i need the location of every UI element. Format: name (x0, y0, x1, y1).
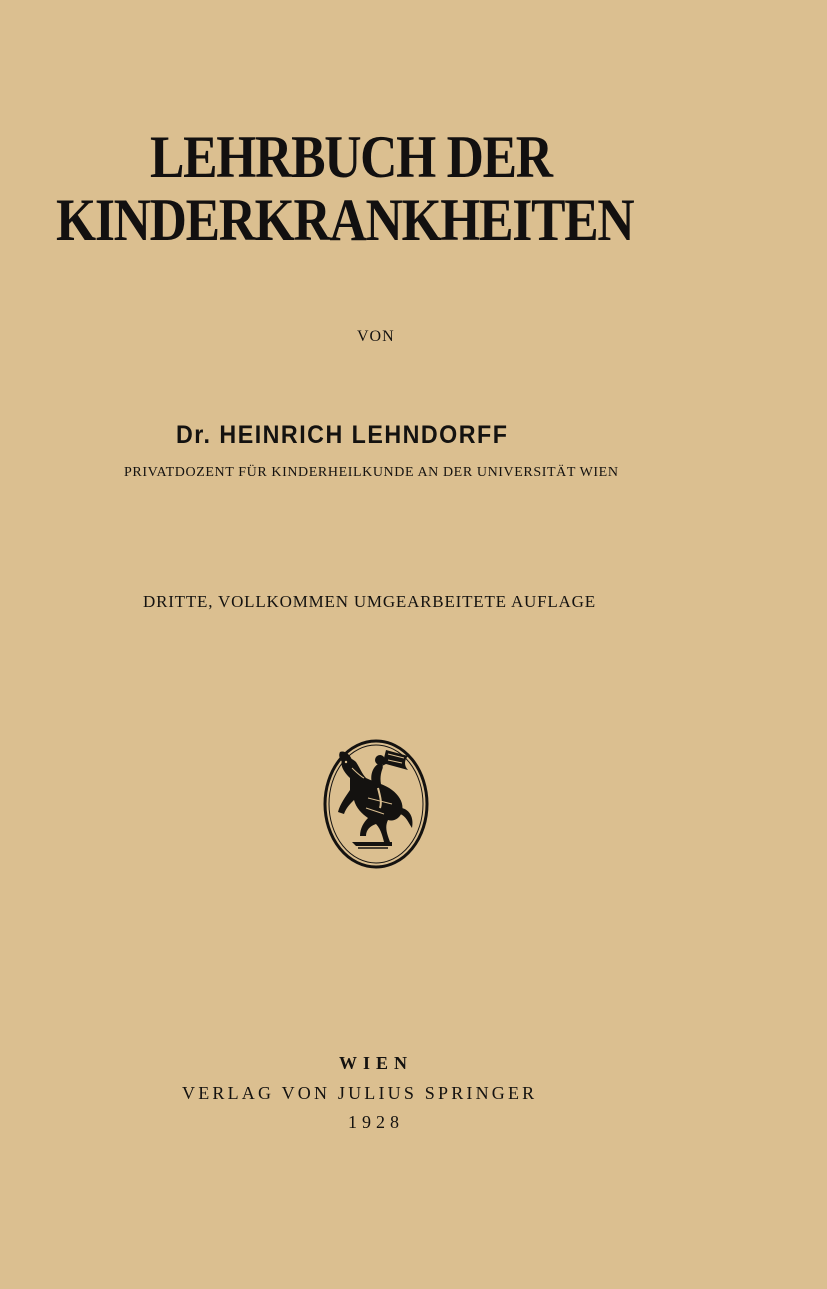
imprint-year: 1928 (348, 1112, 404, 1132)
author-prefix: Dr. (176, 421, 212, 449)
author-name: HEINRICH LEHNDORFF (219, 421, 509, 449)
edition-statement: DRITTE, VOLLKOMMEN UMGEARBEITETE AUFLAGE (143, 592, 596, 611)
imprint-city: WIEN (338, 1053, 413, 1073)
author-name-line (176, 421, 508, 450)
springer-horse-rider-emblem-icon (322, 738, 430, 870)
author-affiliation: PRIVATDOZENT FÜR KINDERHEILKUNDE AN DER UNIVERSITÄT WIEN (124, 465, 619, 480)
imprint-publisher: VERLAG VON JULIUS SPRINGER (182, 1083, 538, 1103)
book-title-line-1: LEHRBUCH DER (150, 124, 552, 190)
book-title-line-2: KINDERKRANKHEITEN (56, 187, 634, 253)
by-label: VON (357, 328, 395, 345)
